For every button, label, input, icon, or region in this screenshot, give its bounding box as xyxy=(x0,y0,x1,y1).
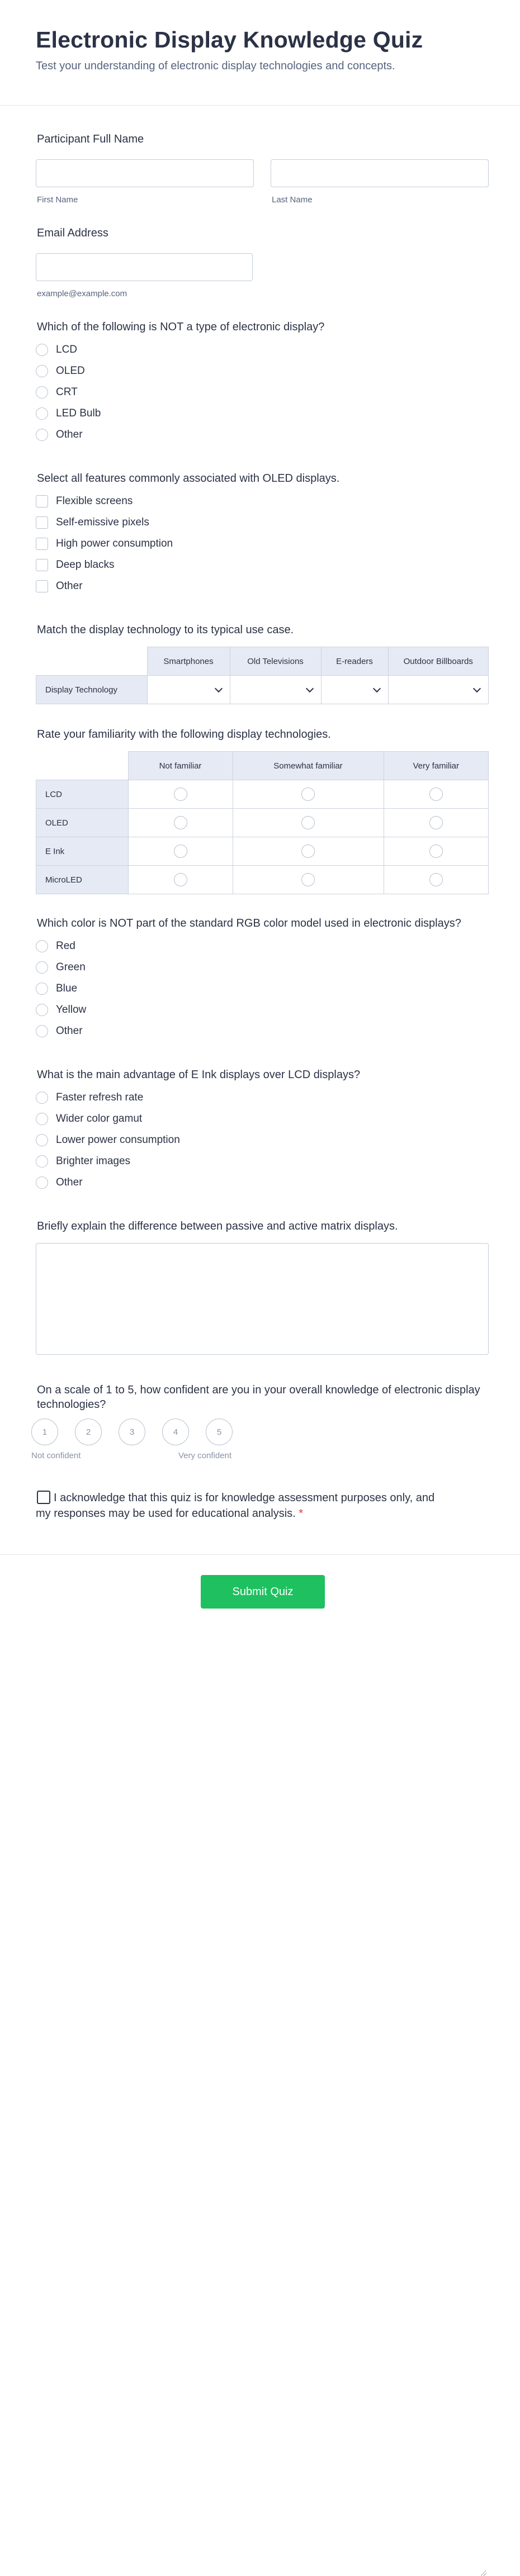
column-header: Not familiar xyxy=(128,752,233,780)
radio-option[interactable]: Red xyxy=(36,936,489,957)
question-familiarity-rating xyxy=(36,728,489,894)
form-header xyxy=(0,0,520,106)
radio-circle[interactable] xyxy=(36,961,48,974)
radio-option[interactable]: OLED xyxy=(36,360,489,382)
question-oled-features xyxy=(36,472,489,597)
column-header: Somewhat familiar xyxy=(233,752,384,780)
question-label: What is the main advantage of E Ink displays over LCD displays? xyxy=(37,1069,361,1081)
column-header: Smartphones xyxy=(147,647,230,676)
radio-option[interactable]: Other xyxy=(36,1172,489,1193)
radio-circle[interactable] xyxy=(36,429,48,441)
question-matrix-explanation xyxy=(36,1220,489,1355)
radio-option[interactable]: Green xyxy=(36,957,489,978)
column-header: Very familiar xyxy=(384,752,489,780)
chevron-down-icon xyxy=(305,684,313,692)
radio-option[interactable]: CRT xyxy=(36,382,489,403)
chevron-down-icon xyxy=(372,684,380,692)
radio-option[interactable]: Blue xyxy=(36,978,489,999)
radio-option[interactable]: Other xyxy=(36,1021,489,1042)
chevron-down-icon xyxy=(214,684,222,692)
radio-option[interactable]: Brighter images xyxy=(36,1151,489,1172)
scale-option-2[interactable]: 2 xyxy=(75,1419,102,1445)
checkbox[interactable] xyxy=(36,538,48,550)
dropdown-select[interactable] xyxy=(147,676,230,704)
radio-circle[interactable] xyxy=(36,940,48,952)
row-header: OLED xyxy=(36,809,129,837)
acknowledge-checkbox[interactable] xyxy=(37,1491,50,1504)
radio-option[interactable]: Other xyxy=(36,424,489,445)
acknowledgement-section xyxy=(36,1490,438,1521)
row-header: LCD xyxy=(36,780,129,809)
radio-circle[interactable] xyxy=(36,1004,48,1016)
scale-high-label: Very confident xyxy=(178,1451,232,1460)
scale-option-5[interactable]: 5 xyxy=(206,1419,233,1445)
checkbox-option[interactable]: Flexible screens xyxy=(36,491,489,512)
question-label: Which of the following is NOT a type of electronic display? xyxy=(37,321,325,333)
matrix-radio[interactable] xyxy=(429,845,443,858)
radio-circle[interactable] xyxy=(36,1176,48,1189)
scale-low-label: Not confident xyxy=(31,1451,81,1460)
radio-circle[interactable] xyxy=(36,365,48,377)
checkbox-option[interactable]: High power consumption xyxy=(36,533,489,554)
radio-circle[interactable] xyxy=(36,344,48,356)
checkbox-option[interactable]: Other xyxy=(36,576,489,597)
familiarity-table xyxy=(36,751,489,894)
last-name-input[interactable] xyxy=(271,159,489,187)
scale-option-4[interactable]: 4 xyxy=(162,1419,189,1445)
column-header: Old Televisions xyxy=(230,647,321,676)
email-label: Email Address xyxy=(37,227,108,239)
question-label: On a scale of 1 to 5, how confident are you in your overall knowledge of electronic display technologies? xyxy=(37,1384,480,1411)
radio-circle[interactable] xyxy=(36,1134,48,1146)
explanation-textarea[interactable] xyxy=(36,1243,489,1355)
radio-circle[interactable] xyxy=(36,1113,48,1125)
radio-circle[interactable] xyxy=(36,1092,48,1104)
radio-option[interactable]: Lower power consumption xyxy=(36,1130,489,1151)
email-section xyxy=(36,227,489,298)
form-title: Electronic Display Knowledge Quiz xyxy=(36,27,423,53)
radio-circle[interactable] xyxy=(36,407,48,420)
resize-handle-icon[interactable] xyxy=(481,2570,486,2576)
question-label: Briefly explain the difference between passive and active matrix displays. xyxy=(37,1220,398,1232)
full-name-section xyxy=(36,133,489,205)
matrix-radio[interactable] xyxy=(429,873,443,886)
question-label: Select all features commonly associated with OLED displays. xyxy=(37,472,340,485)
match-table xyxy=(36,647,489,704)
matrix-radio[interactable] xyxy=(301,845,315,858)
first-name-sublabel: First Name xyxy=(37,195,78,205)
last-name-sublabel: Last Name xyxy=(272,195,313,205)
question-display-type xyxy=(36,321,489,445)
radio-option[interactable]: LCD xyxy=(36,339,489,360)
checkbox[interactable] xyxy=(36,495,48,507)
matrix-radio[interactable] xyxy=(301,873,315,886)
radio-circle[interactable] xyxy=(36,1155,48,1168)
scale-option-1[interactable]: 1 xyxy=(31,1419,58,1445)
radio-circle[interactable] xyxy=(36,983,48,995)
question-rgb-color xyxy=(36,917,489,1042)
row-header: Display Technology xyxy=(36,676,148,704)
row-header: MicroLED xyxy=(36,866,129,894)
radio-circle[interactable] xyxy=(36,386,48,399)
form-footer xyxy=(0,1554,520,1638)
checkbox[interactable] xyxy=(36,516,48,529)
question-label: Match the display technology to its typical use case. xyxy=(37,624,294,636)
matrix-radio[interactable] xyxy=(174,816,187,829)
radio-option[interactable]: Yellow xyxy=(36,999,489,1021)
dropdown-select[interactable] xyxy=(321,676,388,704)
dropdown-select[interactable] xyxy=(230,676,321,704)
matrix-radio[interactable] xyxy=(174,787,187,801)
checkbox-option[interactable]: Deep blacks xyxy=(36,554,489,576)
radio-circle[interactable] xyxy=(36,1025,48,1037)
column-header: E-readers xyxy=(321,647,388,676)
matrix-radio[interactable] xyxy=(301,816,315,829)
email-sublabel: example@example.com xyxy=(37,289,127,298)
radio-option[interactable]: Faster refresh rate xyxy=(36,1087,489,1108)
matrix-radio[interactable] xyxy=(174,873,187,886)
question-label: Rate your familiarity with the following display technologies. xyxy=(37,728,331,741)
form-subtitle: Test your understanding of electronic display technologies and concepts. xyxy=(36,60,395,72)
question-use-case-match xyxy=(36,624,489,704)
matrix-radio[interactable] xyxy=(174,845,187,858)
question-confidence-scale xyxy=(31,1383,489,1462)
submit-button[interactable]: Submit Quiz xyxy=(201,1575,325,1609)
column-header: Outdoor Billboards xyxy=(388,647,489,676)
row-header: E Ink xyxy=(36,837,129,866)
radio-option[interactable]: Wider color gamut xyxy=(36,1108,489,1130)
dropdown-select[interactable] xyxy=(388,676,489,704)
email-input[interactable] xyxy=(36,253,253,281)
matrix-radio[interactable] xyxy=(301,787,315,801)
radio-option[interactable]: LED Bulb xyxy=(36,403,489,424)
matrix-radio[interactable] xyxy=(429,816,443,829)
checkbox-option[interactable]: Self-emissive pixels xyxy=(36,512,489,533)
question-e-ink-advantage xyxy=(36,1069,489,1193)
checkbox[interactable] xyxy=(36,580,48,592)
required-asterisk: * xyxy=(299,1507,304,1520)
scale-option-3[interactable]: 3 xyxy=(119,1419,145,1445)
checkbox[interactable] xyxy=(36,559,48,571)
chevron-down-icon xyxy=(473,684,481,692)
full-name-label: Participant Full Name xyxy=(37,133,144,145)
acknowledge-text: I acknowledge that this quiz is for knowledge assessment purposes only, and my responses may be used for educational analysis. xyxy=(36,1492,435,1520)
question-label: Which color is NOT part of the standard RGB color model used in electronic displays? xyxy=(37,917,461,929)
matrix-radio[interactable] xyxy=(429,787,443,801)
first-name-input[interactable] xyxy=(36,159,254,187)
